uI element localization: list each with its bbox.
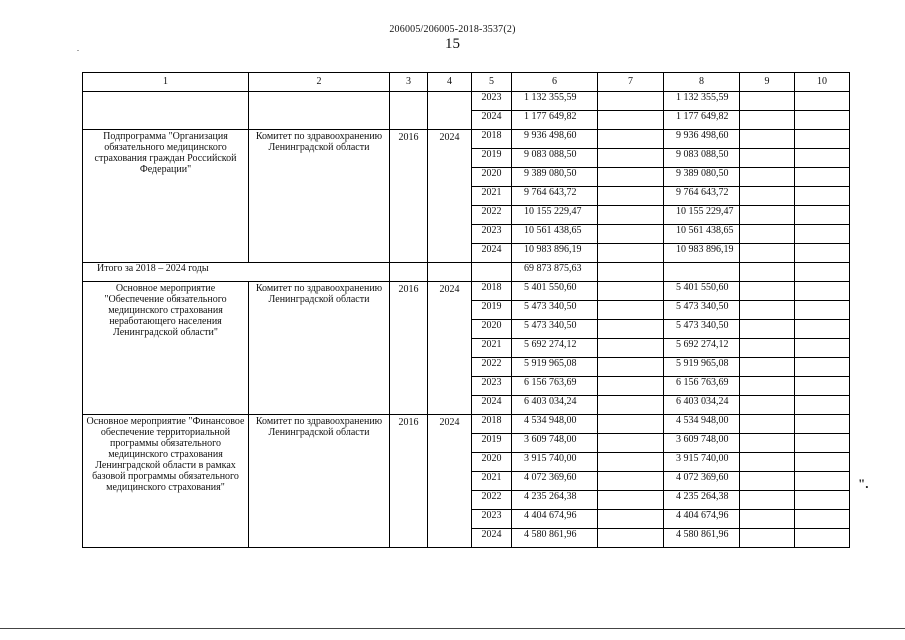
cell-amount-6: 10 155 229,47 (512, 206, 598, 225)
cell-col-9 (740, 168, 795, 187)
cell-col-7 (598, 206, 664, 225)
cell-col-9 (740, 453, 795, 472)
column-number-row (83, 73, 850, 92)
cell-amount-6: 9 764 643,72 (512, 187, 598, 206)
column-number: 1 (83, 73, 249, 92)
cell-year: 2020 (472, 168, 512, 187)
cell-col-9 (740, 472, 795, 491)
cell-col-7 (598, 377, 664, 396)
cell-amount-8: 6 156 763,69 (664, 377, 740, 396)
cell-col-7 (598, 415, 664, 434)
cell-col-10 (795, 225, 850, 244)
cell-col-10 (795, 130, 850, 149)
cell-col-9 (740, 92, 795, 111)
end-year: 2024 (428, 130, 472, 263)
cell-col-7 (598, 453, 664, 472)
cell-col-7 (598, 510, 664, 529)
cell-col-10 (795, 529, 850, 548)
cell-year: 2018 (472, 130, 512, 149)
cell-col-7 (598, 187, 664, 206)
cell-year: 2021 (472, 187, 512, 206)
program-name: Основное мероприятие "Обеспечение обязательного медицинского страхования неработающего населения Ленинградской области" (83, 282, 249, 415)
cell-amount-6: 4 534 948,00 (512, 415, 598, 434)
document-id: 206005/206005-2018-3537(2) (389, 24, 516, 35)
cell-amount-8: 9 764 643,72 (664, 187, 740, 206)
cell-col-7 (598, 92, 664, 111)
cell-col-10 (795, 453, 850, 472)
cell-year: 2019 (472, 434, 512, 453)
cell-amount-6: 4 580 861,96 (512, 529, 598, 548)
cell-amount-6: 5 473 340,50 (512, 301, 598, 320)
cell-col-7 (598, 339, 664, 358)
cell-col-9 (740, 149, 795, 168)
cell-amount-6: 1 177 649,82 (512, 111, 598, 130)
column-number: 6 (512, 73, 598, 92)
cell-end (428, 92, 472, 130)
cell-amount-8: 1 132 355,59 (664, 92, 740, 111)
table-row (83, 92, 850, 111)
cell-col-10 (795, 491, 850, 510)
cell-col-9 (740, 244, 795, 263)
page-number: 15 (445, 36, 460, 52)
cell-year: 2024 (472, 111, 512, 130)
cell-col-9 (740, 111, 795, 130)
cell-col-9 (740, 434, 795, 453)
start-year: 2016 (390, 130, 428, 263)
cell-col-7 (598, 111, 664, 130)
cell-amount-6: 9 936 498,60 (512, 130, 598, 149)
cell-year: 2021 (472, 472, 512, 491)
cell-col-10 (795, 434, 850, 453)
cell-col-10 (795, 263, 850, 282)
cell-org (249, 92, 390, 130)
cell-col-9 (740, 491, 795, 510)
cell-amount-8: 1 177 649,82 (664, 111, 740, 130)
cell-year: 2019 (472, 301, 512, 320)
cell-col-9 (740, 529, 795, 548)
cell-amount-8: 5 473 340,50 (664, 320, 740, 339)
cell-start (390, 263, 428, 282)
column-number: 10 (795, 73, 850, 92)
cell-amount-6: 5 473 340,50 (512, 320, 598, 339)
cell-year: 2019 (472, 149, 512, 168)
cell-col-9 (740, 263, 795, 282)
cell-col-9 (740, 396, 795, 415)
cell-col-7 (598, 472, 664, 491)
cell-col-7 (598, 301, 664, 320)
program-name: Подпрограмма "Организация обязательного медицинского страхования граждан Российской Федерации" (83, 130, 249, 263)
closing-quote: ". (858, 476, 869, 491)
cell-col-7 (598, 320, 664, 339)
cell-amount-8: 9 389 080,50 (664, 168, 740, 187)
cell-col-9 (740, 301, 795, 320)
cell-col-10 (795, 358, 850, 377)
cell-amount-8: 4 580 861,96 (664, 529, 740, 548)
cell-col-7 (598, 168, 664, 187)
cell-amount-8: 10 561 438,65 (664, 225, 740, 244)
start-year: 2016 (390, 282, 428, 415)
cell-col-10 (795, 244, 850, 263)
cell-col-10 (795, 187, 850, 206)
cell-year: 2024 (472, 529, 512, 548)
cell-amount-8: 4 235 264,38 (664, 491, 740, 510)
scan-edge-line (0, 628, 905, 629)
cell-amount-8: 3 609 748,00 (664, 434, 740, 453)
cell-col-7 (598, 149, 664, 168)
column-number: 4 (428, 73, 472, 92)
cell-col-10 (795, 301, 850, 320)
cell-col-9 (740, 206, 795, 225)
cell-year: 2024 (472, 244, 512, 263)
responsible-org: Комитет по здравоохранению Ленинградской области (249, 415, 390, 548)
total-amount: 69 873 875,63 (512, 263, 598, 282)
cell-col-10 (795, 206, 850, 225)
cell-col-7 (598, 358, 664, 377)
cell-amount-8 (664, 263, 740, 282)
cell-year: 2018 (472, 415, 512, 434)
responsible-org: Комитет по здравоохранению Ленинградской области (249, 130, 390, 263)
cell-col-10 (795, 320, 850, 339)
funding-table (82, 72, 850, 548)
cell-amount-8: 5 692 274,12 (664, 339, 740, 358)
start-year: 2016 (390, 415, 428, 548)
cell-col-7 (598, 434, 664, 453)
cell-col-7 (598, 244, 664, 263)
column-number: 5 (472, 73, 512, 92)
column-number: 9 (740, 73, 795, 92)
cell-col-9 (740, 282, 795, 301)
cell-col-7 (598, 491, 664, 510)
cell-amount-6: 9 083 088,50 (512, 149, 598, 168)
cell-year: 2023 (472, 92, 512, 111)
cell-year: 2024 (472, 396, 512, 415)
scan-dot: . (77, 44, 79, 53)
cell-col-9 (740, 225, 795, 244)
cell-col-7 (598, 282, 664, 301)
cell-amount-6: 10 561 438,65 (512, 225, 598, 244)
cell-amount-8: 9 083 088,50 (664, 149, 740, 168)
cell-amount-6: 3 915 740,00 (512, 453, 598, 472)
cell-amount-8: 9 936 498,60 (664, 130, 740, 149)
cell-col-7 (598, 263, 664, 282)
cell-col-7 (598, 529, 664, 548)
cell-col-9 (740, 415, 795, 434)
cell-year (472, 263, 512, 282)
cell-year: 2023 (472, 510, 512, 529)
cell-col-9 (740, 130, 795, 149)
column-number: 7 (598, 73, 664, 92)
cell-amount-6: 5 401 550,60 (512, 282, 598, 301)
total-row (83, 263, 850, 282)
cell-col-7 (598, 130, 664, 149)
cell-year: 2020 (472, 453, 512, 472)
cell-col-10 (795, 149, 850, 168)
cell-col-10 (795, 415, 850, 434)
cell-year: 2022 (472, 491, 512, 510)
cell-col-10 (795, 377, 850, 396)
program-name: Основное мероприятие "Финансовое обеспечение территориальной программы обязательного медицинского страхования Ленинградской области в рамках базовой программы обязательного медицинского страхования" (83, 415, 249, 548)
cell-col-9 (740, 510, 795, 529)
cell-amount-8: 5 919 965,08 (664, 358, 740, 377)
table-row (83, 130, 850, 149)
cell-amount-6: 9 389 080,50 (512, 168, 598, 187)
column-number: 2 (249, 73, 390, 92)
cell-amount-6: 4 072 369,60 (512, 472, 598, 491)
column-number: 3 (390, 73, 428, 92)
cell-amount-8: 3 915 740,00 (664, 453, 740, 472)
cell-year: 2020 (472, 320, 512, 339)
cell-col-9 (740, 377, 795, 396)
cell-amount-8: 4 072 369,60 (664, 472, 740, 491)
cell-amount-8: 10 983 896,19 (664, 244, 740, 263)
cell-amount-8: 4 534 948,00 (664, 415, 740, 434)
cell-year: 2022 (472, 206, 512, 225)
cell-col-7 (598, 396, 664, 415)
cell-amount-8: 5 473 340,50 (664, 301, 740, 320)
cell-col-9 (740, 187, 795, 206)
cell-amount-6: 6 156 763,69 (512, 377, 598, 396)
cell-amount-6: 4 235 264,38 (512, 491, 598, 510)
end-year: 2024 (428, 282, 472, 415)
cell-year: 2018 (472, 282, 512, 301)
cell-amount-6: 6 403 034,24 (512, 396, 598, 415)
cell-name (83, 92, 249, 130)
cell-col-9 (740, 339, 795, 358)
cell-amount-6: 1 132 355,59 (512, 92, 598, 111)
cell-amount-6: 5 692 274,12 (512, 339, 598, 358)
column-number: 8 (664, 73, 740, 92)
cell-year: 2023 (472, 377, 512, 396)
cell-col-10 (795, 339, 850, 358)
responsible-org: Комитет по здравоохранению Ленинградской области (249, 282, 390, 415)
cell-year: 2023 (472, 225, 512, 244)
end-year: 2024 (428, 415, 472, 548)
cell-col-10 (795, 472, 850, 491)
table-row (83, 282, 850, 301)
cell-start (390, 92, 428, 130)
cell-col-10 (795, 510, 850, 529)
cell-amount-8: 6 403 034,24 (664, 396, 740, 415)
cell-amount-8: 4 404 674,96 (664, 510, 740, 529)
cell-end (428, 263, 472, 282)
cell-amount-8: 10 155 229,47 (664, 206, 740, 225)
cell-col-10 (795, 282, 850, 301)
cell-col-10 (795, 168, 850, 187)
cell-amount-6: 10 983 896,19 (512, 244, 598, 263)
cell-amount-6: 5 919 965,08 (512, 358, 598, 377)
cell-col-10 (795, 92, 850, 111)
cell-amount-6: 4 404 674,96 (512, 510, 598, 529)
total-label: Итого за 2018 – 2024 годы (83, 263, 390, 282)
cell-amount-8: 5 401 550,60 (664, 282, 740, 301)
cell-col-9 (740, 320, 795, 339)
table-row (83, 415, 850, 434)
cell-year: 2021 (472, 339, 512, 358)
cell-year: 2022 (472, 358, 512, 377)
cell-col-7 (598, 225, 664, 244)
cell-col-10 (795, 396, 850, 415)
cell-col-10 (795, 111, 850, 130)
cell-col-9 (740, 358, 795, 377)
cell-amount-6: 3 609 748,00 (512, 434, 598, 453)
